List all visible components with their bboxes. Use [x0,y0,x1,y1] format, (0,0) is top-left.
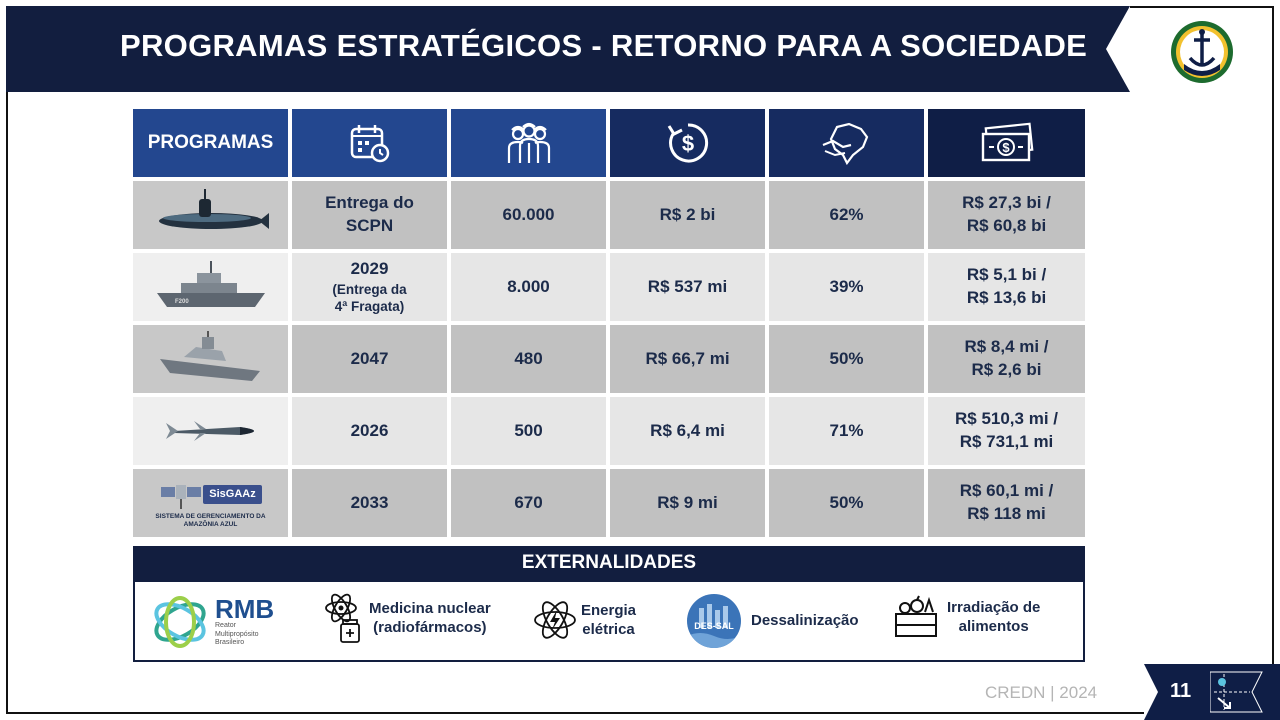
food-crate-icon [893,594,939,640]
row1-col2: 60.000 [451,181,606,249]
row5-col2: 670 [451,469,606,537]
row4-col4: 71% [769,397,924,465]
row1-col1-text: Entrega do SCPN [325,193,414,235]
row2-col1-note1: (Entrega da [332,281,407,297]
row5-col1: 2033 [292,469,447,537]
row2-col2: 8.000 [451,253,606,321]
svg-text:$: $ [681,131,694,156]
footer-org: CREDN | 2024 [985,683,1098,702]
dollar-return-icon [665,120,711,166]
row2-col1-text: 2029 [350,258,389,278]
rmb-sub3: Brasileiro [215,639,245,647]
row5-col4: 50% [769,469,924,537]
header-programas [133,109,288,177]
ext-desalination [687,594,859,648]
row5-col5-line2: R$ 118 mi [967,504,1046,523]
row5-col5 [928,469,1085,537]
row-image-submarine [133,181,288,249]
rmb-sub1: Reator [215,622,237,630]
row3-col5-line2: R$ 2,6 bi [971,360,1042,379]
nuclear-medicine-label2: (radiofármacos) [373,619,487,636]
externalidades-title: EXTERNALIDADES [133,546,1085,580]
row4-col1: 2026 [292,397,447,465]
header-revenue [928,109,1085,177]
ext-nuclear-medicine [323,592,491,644]
energy-label2: elétrica [582,621,635,638]
rmb-name: RMB [215,594,275,625]
patrol-ship-image [156,329,266,389]
header-notch [1106,6,1130,92]
desal-logo-text: DES-SAL [694,621,734,631]
workers-group-icon [506,121,552,165]
page-title: PROGRAMAS ESTRATÉGICOS - RETORNO PARA A SOCIEDADE [120,28,1088,63]
row4-col2: 500 [451,397,606,465]
ext-electric-energy [533,596,636,644]
row5-col5-line1: R$ 60,1 mi / [959,481,1054,501]
row2-col5-line1: R$ 5,1 bi / [966,265,1047,285]
row1-col5-line2: R$ 60,8 bi [966,216,1047,235]
atom-medicine-icon [323,592,365,644]
row1-col5-line1: R$ 27,3 bi / [962,193,1051,213]
row-image-sisgaaz [133,469,288,537]
sisgaaz-image [159,477,261,511]
sisgaaz-caption2: AMAZÔNIA AZUL [183,521,238,528]
food-irradiation-label1: Irradiação de [947,598,1041,616]
row2-col1-note2: 4ª Fragata) [334,299,405,315]
page-number: 11 [1170,680,1192,702]
calendar-clock-icon [349,122,391,164]
row3-col5-line1: R$ 8,4 mi / [964,337,1049,357]
row2-col3: R$ 537 mi [610,253,765,321]
row3-col3: R$ 66,7 mi [610,325,765,393]
row5-col3: R$ 9 mi [610,469,765,537]
rmb-logo [149,594,274,650]
ext-food-irradiation [893,594,1040,640]
row3-col1: 2047 [292,325,447,393]
nuclear-medicine-label1: Medicina nuclear [369,599,491,617]
row2-col4: 39% [769,253,924,321]
navigation-compass-icon [1210,668,1266,716]
atom-lightning-icon [533,596,577,644]
row1-col1 [292,181,447,249]
row1-col5 [928,181,1085,249]
brazil-map-hand-icon [821,121,873,165]
rmb-sub2: Multipropósito [215,630,259,638]
row-image-patrol-ship [133,325,288,393]
header-delivery [292,109,447,177]
header-national-content [769,109,924,177]
frigate-image [151,257,271,317]
row4-col5 [928,397,1085,465]
energy-label1: Energia [581,601,637,619]
footer-tab-notch [1144,664,1158,720]
row3-col4: 50% [769,325,924,393]
row1-col3: R$ 2 bi [610,181,765,249]
header-programas-label: PROGRAMAS [147,132,274,154]
row4-col3: R$ 6,4 mi [610,397,765,465]
satellite-icon [159,477,203,511]
sisgaaz-caption1: SISTEMA DE GERENCIAMENTO DA [155,513,266,521]
missile-image [156,411,266,451]
submarine-image [151,185,271,245]
externalidades-box [133,580,1085,662]
row2-col5 [928,253,1085,321]
desal-logo-icon [687,594,741,648]
row-image-frigate [133,253,288,321]
rmb-logo-icon [149,594,211,650]
row2-col5-line2: R$ 13,6 bi [966,288,1047,307]
row4-col5-line1: R$ 510,3 mi / [954,409,1058,429]
desalination-label: Dessalinização [751,612,859,630]
row3-col2: 480 [451,325,606,393]
anchor-icon [1170,20,1234,84]
row4-col5-line2: R$ 731,1 mi [959,432,1054,451]
sisgaaz-title: SisGAAz [203,485,261,504]
row1-col4: 62% [769,181,924,249]
header-jobs [451,109,606,177]
svg-text:F200: F200 [174,299,189,305]
row-image-missile [133,397,288,465]
svg-text:$: $ [1001,140,1010,155]
food-irradiation-label2: alimentos [958,618,1029,635]
header-investment [610,109,765,177]
banknote-icon [979,122,1035,164]
row3-col5 [928,325,1085,393]
row2-col1 [292,253,447,321]
